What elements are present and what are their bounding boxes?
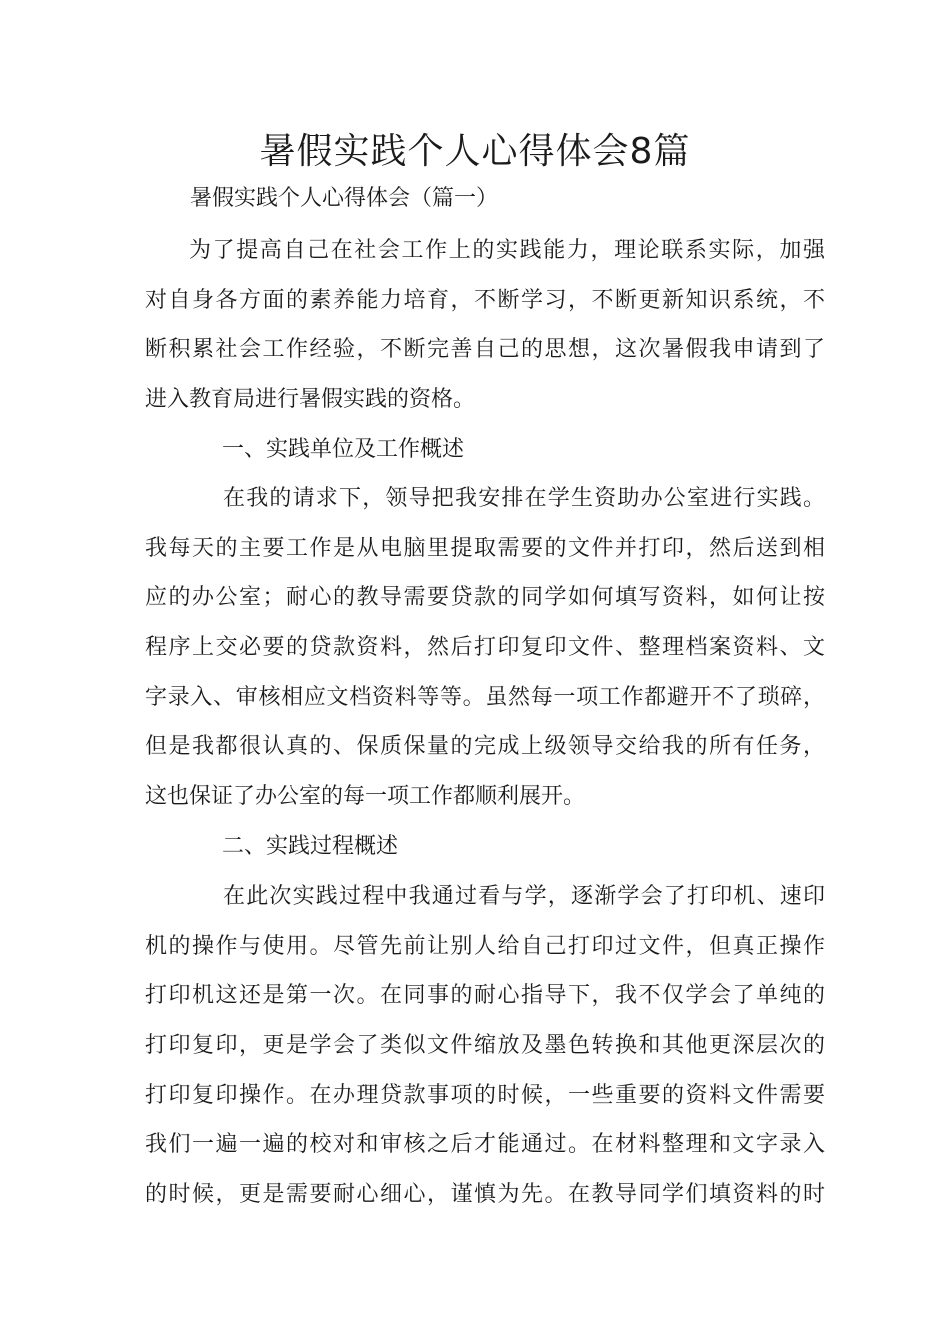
paragraph-line: 应的办公室；耐心的教导需要贷款的同学如何填写资料，如何让按 (145, 585, 825, 611)
paragraph-line: 在我的请求下，领导把我安排在学生资助办公室进行实践。 (223, 486, 825, 511)
paragraph-line: 对自身各方面的素养能力培育，不断学习，不断更新知识系统，不 (145, 287, 825, 313)
paragraph-line: 字录入、审核相应文档资料等等。虽然每一项工作都避开不了琐碎， (145, 684, 825, 710)
paragraph-intro (145, 226, 825, 425)
paragraph-line: 在此次实践过程中我通过看与学，逐渐学会了打印机、速印 (223, 884, 825, 909)
paragraph-line: 进入教育局进行暑假实践的资格。 (145, 387, 476, 413)
document-title: 暑假实践个人心得体会8篇 (259, 131, 691, 172)
paragraph-work-overview (145, 474, 825, 822)
paragraph-line: 我们一遍一遍的校对和审核之后才能通过。在材料整理和文字录入 (145, 1132, 825, 1158)
paragraph-process-overview (145, 872, 825, 1220)
paragraph-line: 这也保证了办公室的每一项工作都顺利展开。 (145, 784, 586, 810)
section-heading-2: 二、实践过程概述 (222, 834, 399, 859)
paragraph-line: 程序上交必要的贷款资料，然后打印复印文件、整理档案资料、文 (145, 635, 825, 661)
paragraph-line: 的时候，更是需要耐心细心，谨慎为先。在教导同学们填资料的时 (145, 1182, 825, 1208)
section-subtitle: 暑假实践个人心得体会（篇一） (190, 186, 499, 211)
section-heading-1: 一、实践单位及工作概述 (222, 437, 465, 462)
paragraph-line: 但是我都很认真的、保质保量的完成上级领导交给我的所有任务， (145, 734, 825, 760)
paragraph-line: 断积累社会工作经验，不断完善自己的思想，这次暑假我申请到了 (145, 337, 825, 363)
paragraph-line: 为了提高自己在社会工作上的实践能力，理论联系实际，加强 (189, 238, 825, 263)
paragraph-line: 机的操作与使用。尽管先前让别人给自己打印过文件，但真正操作 (145, 933, 825, 959)
paragraph-line: 打印机这还是第一次。在同事的耐心指导下，我不仅学会了单纯的 (145, 983, 825, 1009)
paragraph-line: 我每天的主要工作是从电脑里提取需要的文件并打印，然后送到相 (145, 535, 825, 561)
paragraph-line: 打印复印操作。在办理贷款事项的时候，一些重要的资料文件需要 (145, 1082, 825, 1108)
paragraph-line: 打印复印，更是学会了类似文件缩放及墨色转换和其他更深层次的 (145, 1033, 825, 1059)
